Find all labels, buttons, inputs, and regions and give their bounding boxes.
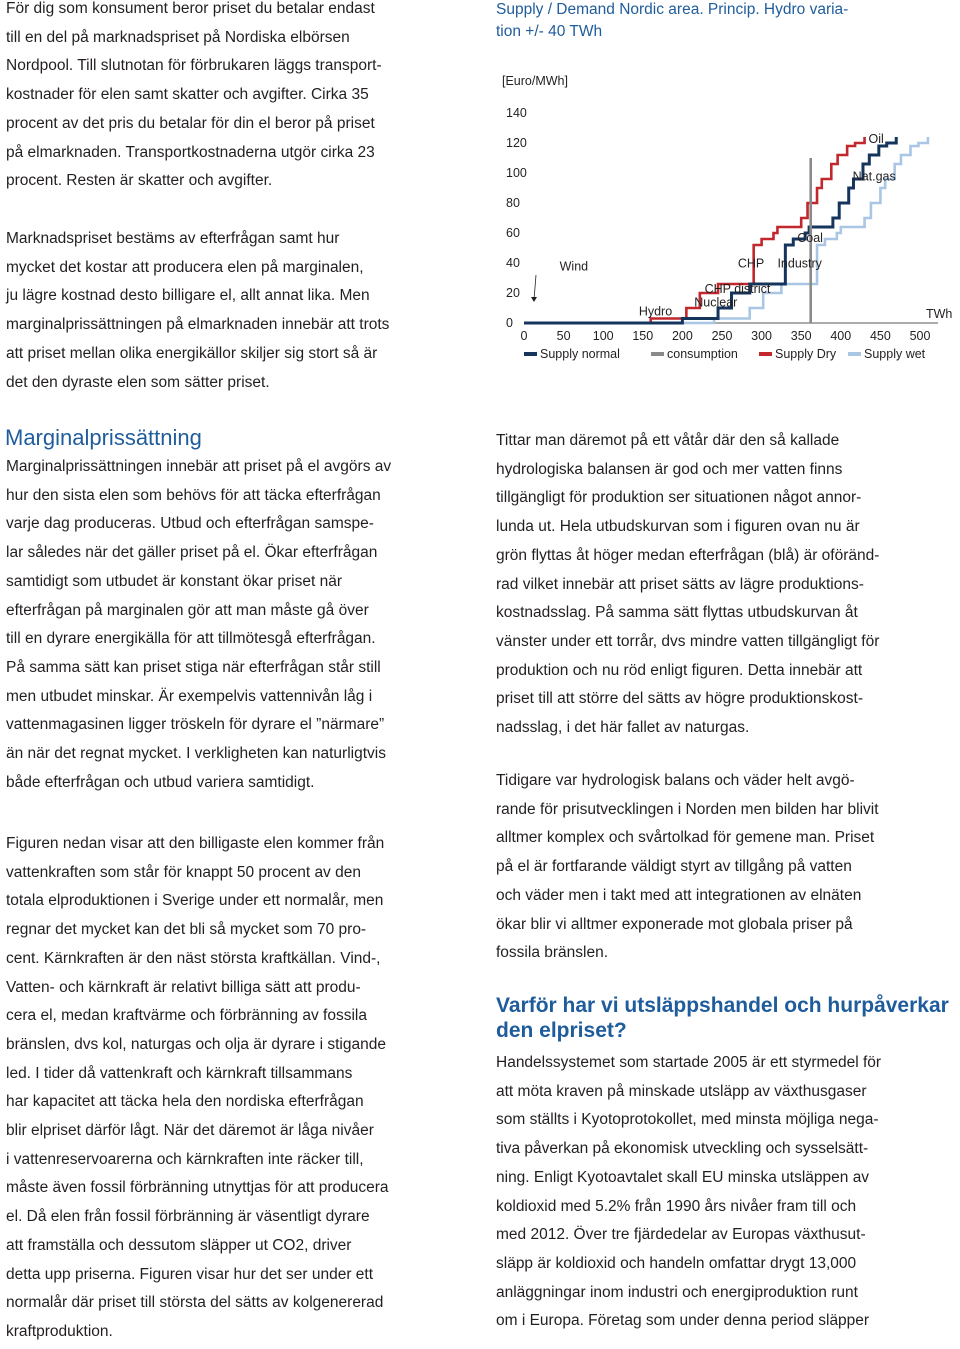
- text-line: led. I tider då vattenkraft och kärnkraft tillsammans: [6, 1064, 353, 1082]
- text-line: ökar blir vi alltmer exponerade mot globala priser på: [496, 915, 853, 933]
- text-line: att framställa och dessutom släpper ut CO2, driver: [6, 1236, 352, 1254]
- text-line: efterfrågan på marginalen gör att man måste gå över: [6, 601, 369, 619]
- hydro-balance-paragraph: [496, 767, 879, 968]
- text-line: Supply / Demand Nordic area. Princip. Hydro varia-: [496, 1, 849, 18]
- text-line: Marknadspriset bestäms av efterfrågan samt hur: [6, 230, 340, 247]
- text-line: el. Då elen från fossil förbränning är väsentligt dyrare: [6, 1208, 370, 1226]
- marginal-pricing-heading: Marginalprissättning: [5, 425, 202, 450]
- text-line: samtidigt som utbudet är konstant ökar priset när: [6, 572, 342, 590]
- text-line: lar således när det gäller priset på el. Ökar efterfrågan: [6, 544, 378, 562]
- text-line: i vattenreservoarerna och kärnkraften inte räcker till,: [6, 1150, 364, 1168]
- text-line: marginalprissättningen på elmarknaden innebär att trots: [6, 316, 390, 334]
- text-line: Vatten- och kärnkraft är relativt billiga sätt att produ-: [6, 978, 361, 996]
- text-line: både efterfrågan och utbud variera samtidigt.: [6, 773, 315, 791]
- text-line: att möta kraven på minskade utsläpp av växthusgaser: [496, 1082, 867, 1100]
- annotation-label: Oil: [868, 132, 884, 146]
- text-line: fossila bränslen.: [496, 944, 609, 962]
- text-line: normalår där priset till största del sätts av kolgenererad: [6, 1294, 384, 1312]
- text-line: rad vilket innebär att priset sätts av lägre produktions-: [496, 575, 864, 593]
- text-line: mycket det kostar att producera elen på marginalen,: [6, 258, 364, 276]
- x-tick-label: 450: [869, 329, 891, 343]
- text-line: Figuren nedan visar att den billigaste elen kommer från: [6, 835, 385, 852]
- text-line: procent av det pris du betalar för din el beror på priset: [6, 114, 375, 132]
- wind-arrow-head: [531, 297, 537, 302]
- text-line: vattenkraften som står för knappt 50 procent av den: [6, 863, 361, 881]
- text-line: Varför har vi utsläppshandel och hur: [496, 994, 862, 1017]
- text-line: Tidigare var hydrologisk balans och väder helt avgö-: [496, 772, 855, 789]
- text-line: blir elpriset därför lågt. När det däremot är låga nivåer: [6, 1122, 374, 1140]
- text-line: Marginalprissättningen innebär att priset på el avgörs av: [6, 458, 392, 475]
- text-line: rande för prisutvecklingen i Norden men bilden har blivit: [496, 800, 879, 818]
- text-line: grön flyttas åt höger medan efterfrågan (blå) är oföränd-: [496, 546, 880, 564]
- y-axis-label: [Euro/MWh]: [502, 74, 568, 88]
- annotation-label: Coal: [797, 231, 823, 245]
- text-line: Tittar man däremot på ett våtår där den så kallade: [496, 432, 840, 449]
- text-line: släpp är koldioxid och handeln omfattar drygt 13,000: [496, 1254, 857, 1272]
- y-tick-label: 100: [506, 166, 527, 180]
- text-line: ning. Enligt Kyotoavtalet skall EU minska utsläppen av: [496, 1168, 870, 1186]
- text-line: nadsslag, i det här fallet av naturgas.: [496, 719, 750, 737]
- text-line: kostnadsslag. På samma sätt flyttas utbudskurvan åt: [496, 604, 858, 622]
- legend-label: Supply Dry: [775, 347, 837, 361]
- annotation-label: CHP: [737, 256, 765, 271]
- annotation-label: Nat.gas: [852, 169, 896, 184]
- text-line: på el är fortfarande väldigt styrt av tillgång på vatten: [496, 858, 852, 876]
- annotation-label: CHP district: [704, 282, 771, 296]
- text-line: påverkar den elpriset?: [496, 994, 949, 1042]
- text-line: regnar det mycket kan det bli så mycket som 70 pro-: [6, 921, 367, 939]
- y-tick-label: 0: [506, 316, 513, 330]
- text-line: detta upp priserna. Figuren visar hur det ser under ett: [6, 1265, 374, 1283]
- y-tick-label: 120: [506, 136, 527, 150]
- text-line: För dig som konsument beror priset du betalar endast: [6, 0, 375, 17]
- intro-paragraph: [6, 0, 382, 196]
- legend-label: Supply normal: [540, 347, 620, 361]
- text-line: anläggningar inom industri och energiproduktion runt: [496, 1283, 858, 1301]
- chart-title: [496, 0, 848, 43]
- annotation-label: Hydro: [638, 304, 673, 319]
- text-line: Nordpool. Till slutnotan för förbrukaren läggs transport-: [6, 57, 382, 75]
- text-line: än när det regnat mycket. I verkligheten kan naturligtvis: [6, 745, 386, 763]
- y-tick-label: 40: [506, 256, 520, 270]
- figure-paragraph: [6, 830, 389, 1347]
- x-tick-label: 350: [790, 329, 812, 343]
- text-line: bränslen, dvs kol, naturgas och olja är dyrare i stigande: [6, 1035, 386, 1053]
- text-line: Handelssystemet som startade 2005 är ett styrmedel för: [496, 1054, 882, 1071]
- legend-label: Supply wet: [864, 347, 926, 361]
- emissions-trading-paragraph: [496, 1049, 881, 1336]
- x-tick-label: 500: [909, 329, 931, 343]
- text-line: tillgängligt för produktion ser situationen något annor-: [496, 489, 862, 507]
- text-line: om i Europa. Företag som under denna period släpper: [496, 1312, 870, 1330]
- legend-swatch: [759, 352, 772, 356]
- text-line: varje dag produceras. Utbud och efterfrågan samspe-: [6, 515, 374, 533]
- text-line: ju lägre kostnad desto billigare el, allt annat lika. Men: [6, 287, 370, 305]
- y-tick-label: 80: [506, 196, 520, 210]
- text-line: totala elproduktionen i Sverige under ett normalår, men: [6, 892, 384, 910]
- text-line: som ställts i Kyotoprotokollet, med minsta möjliga nega-: [496, 1111, 879, 1129]
- text-line: alltmer komplex och svårtolkad för gemene man. Priset: [496, 829, 875, 847]
- x-tick-label: 300: [751, 329, 773, 343]
- x-tick-label: 50: [556, 329, 571, 343]
- x-tick-label: 200: [671, 329, 693, 343]
- text-line: koldioxid med 5.2% från 1990 års nivåer fram till och: [496, 1197, 857, 1215]
- legend-swatch: [524, 352, 537, 356]
- x-tick-label: 0: [520, 329, 528, 343]
- text-line: med 2012. Över tre fjärdedelar av Europas växthusut-: [496, 1226, 866, 1244]
- wet-year-paragraph: [496, 427, 879, 743]
- annotation-label: Nuclear: [694, 295, 738, 310]
- x-tick-label: 250: [711, 329, 733, 343]
- text-line: till en dyrare energikälla för att tillmötesgå efterfrågan.: [6, 630, 376, 648]
- text-line: har kapacitet att täcka hela den nordiska efterfrågan: [6, 1093, 364, 1111]
- annotation-label: Industry: [777, 256, 822, 271]
- text-line: måste även fossil förbränning utnyttjas för att producera: [6, 1179, 389, 1197]
- market-price-paragraph: [6, 225, 389, 397]
- text-line: procent. Resten är skatter och avgifter.: [6, 172, 273, 190]
- text-line: till en del på marknadspriset på Nordiska elbörsen: [6, 28, 350, 46]
- text-line: cera el, medan kraftvärme och förbränning av fossila: [6, 1007, 367, 1025]
- text-line: På samma sätt kan priset stiga när efterfrågan står still: [6, 658, 381, 676]
- legend-label: consumption: [667, 347, 738, 361]
- marginal-pricing-paragraph: [6, 453, 391, 797]
- y-tick-label: 20: [506, 286, 520, 300]
- text-line: tion +/- 40 TWh: [496, 23, 603, 40]
- y-tick-label: 60: [506, 226, 520, 240]
- text-line: hur den sista elen som behövs för att täcka efterfrågan: [6, 486, 381, 504]
- text-line: vattenmagasinen ligger tröskeln för dyrare el ”närmare”: [6, 716, 385, 734]
- supply-demand-chart: [496, 40, 956, 370]
- annotation-label: Wind: [559, 259, 589, 274]
- legend-swatch: [651, 352, 664, 356]
- text-line: att priset mellan olika energikällor skiljer sig stort så är: [6, 344, 378, 362]
- x-tick-label: 400: [830, 329, 852, 343]
- wind-arrow: [534, 275, 536, 300]
- text-line: det den dyraste elen som sätter priset.: [6, 373, 270, 391]
- text-line: tiva påverkan på ekonomisk utveckling och sysselsätt-: [496, 1140, 869, 1158]
- text-line: kraftproduktion.: [6, 1322, 113, 1340]
- text-line: på elmarknaden. Transportkostnaderna utgör cirka 23: [6, 143, 375, 161]
- legend-swatch: [848, 352, 861, 356]
- text-line: vänster under ett torrår, dvs mindre vatten tillgängligt för: [496, 632, 880, 650]
- emissions-trading-heading: [496, 993, 956, 1043]
- text-line: hydrologiska balansen är god och mer vatten finns: [496, 460, 843, 478]
- x-axis-unit-label: TWh: [926, 307, 953, 321]
- text-line: kostnader för elen samt skatter och avgifter. Cirka 35: [6, 86, 369, 104]
- text-line: men utbudet minskar. Är exempelvis vattennivån låg i: [6, 687, 373, 705]
- x-tick-label: 150: [632, 329, 654, 343]
- text-line: lunda ut. Hela utbudskurvan som i figuren ovan nu är: [496, 518, 860, 536]
- text-line: och väder men i takt med att integrationen av elnäten: [496, 886, 862, 904]
- y-tick-label: 140: [506, 106, 527, 120]
- text-line: produktion och nu röd enligt figuren. Detta innebär att: [496, 661, 863, 679]
- x-tick-label: 100: [592, 329, 614, 343]
- text-line: priset till att större del sätts av högre produktionskost-: [496, 690, 863, 708]
- text-line: cent. Kärnkraften är den näst största kraftkällan. Vind-,: [6, 949, 381, 967]
